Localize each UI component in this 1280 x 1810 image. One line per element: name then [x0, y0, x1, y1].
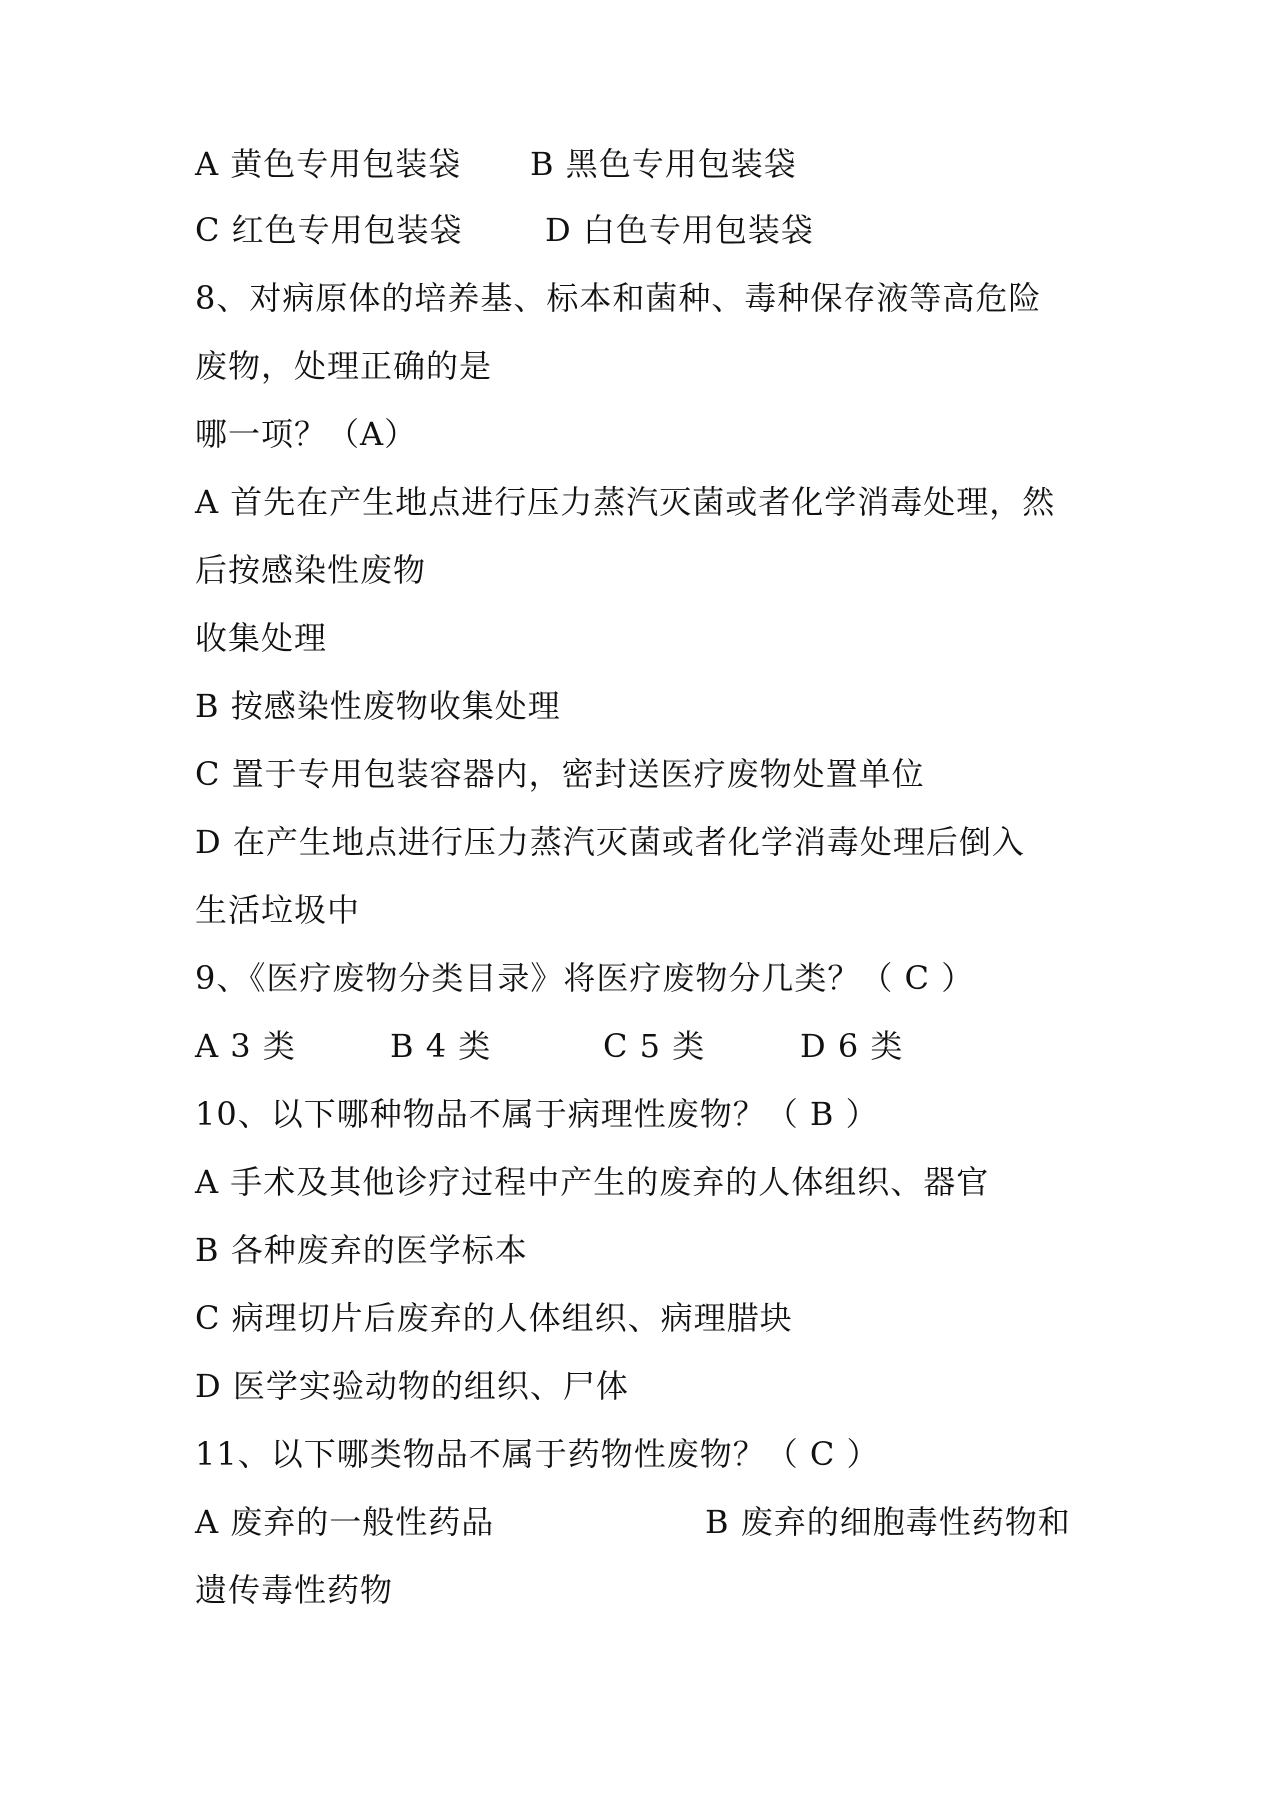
q8-option-b: B 按感染性废物收集处理: [195, 687, 561, 725]
q9-stem: 9、《医疗废物分类目录》将医疗废物分几类？（ C ）: [195, 959, 975, 997]
q10-stem: 10、以下哪种物品不属于病理性废物？（ B ）: [195, 1095, 879, 1133]
q8-option-a-line2: 后按感染性废物: [195, 551, 427, 589]
q9-option-a: A 3 类: [195, 1027, 296, 1065]
q10-option-d: D 医学实验动物的组织、尸体: [195, 1367, 629, 1405]
q10-option-a: A 手术及其他诊疗过程中产生的废弃的人体组织、器官: [195, 1163, 990, 1201]
q9-option-d: D 6 类: [800, 1027, 904, 1065]
q8-option-c: C 置于专用包装容器内，密封送医疗废物处置单位: [195, 755, 925, 793]
q11-option-b: B 废弃的细胞毒性药物和: [705, 1503, 1071, 1541]
q9-option-b: B 4 类: [390, 1027, 492, 1065]
q8-option-a-line1: A 首先在产生地点进行压力蒸汽灭菌或者化学消毒处理，然: [195, 483, 1056, 521]
q8-option-a-line3: 收集处理: [195, 619, 328, 657]
q8-stem-line3: 哪一项？（A）: [195, 415, 418, 453]
q7-option-a: A 黄色专用包装袋: [195, 145, 462, 183]
q8-stem-line2: 废物，处理正确的是: [195, 347, 493, 385]
q11-option-b-continuation: 遗传毒性药物: [195, 1571, 394, 1609]
q10-option-b: B 各种废弃的医学标本: [195, 1231, 528, 1269]
q7-option-b: B 黑色专用包装袋: [530, 145, 797, 183]
q7-option-d: D 白色专用包装袋: [545, 211, 814, 249]
q8-option-d-line1: D 在产生地点进行压力蒸汽灭菌或者化学消毒处理后倒入: [195, 823, 1025, 861]
q7-option-c: C 红色专用包装袋: [195, 211, 463, 249]
q11-option-a: A 废弃的一般性药品: [195, 1503, 495, 1541]
q11-stem: 11、以下哪类物品不属于药物性废物？（ C ）: [195, 1435, 880, 1473]
q10-option-c: C 病理切片后废弃的人体组织、病理腊块: [195, 1299, 793, 1337]
q9-option-c: C 5 类: [603, 1027, 706, 1065]
q8-stem-line1: 8、对病原体的培养基、标本和菌种、毒种保存液等高危险: [195, 279, 1042, 317]
q8-option-d-line2: 生活垃圾中: [195, 891, 361, 929]
